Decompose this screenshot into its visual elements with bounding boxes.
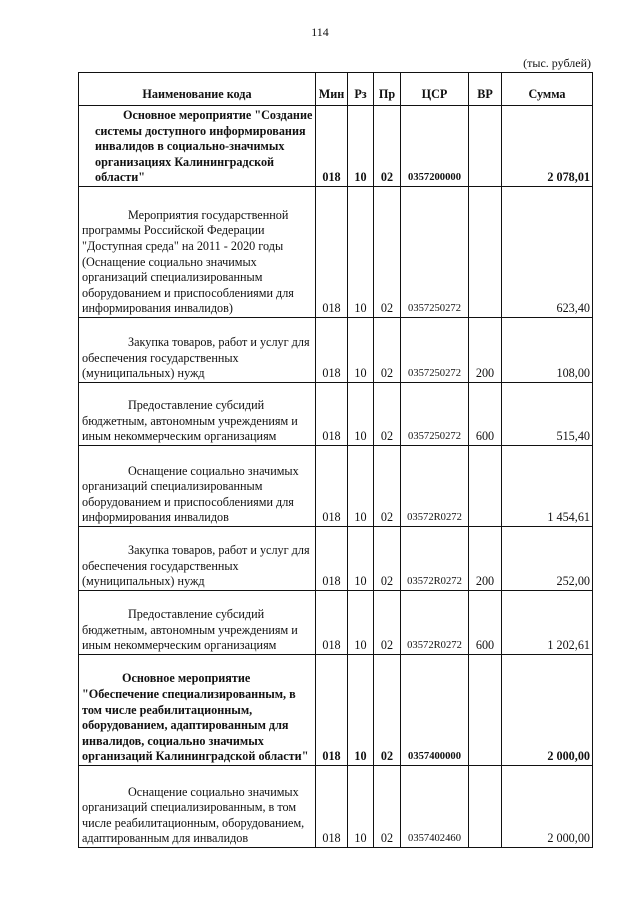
table-header-row [79,73,593,106]
row-name: Основное мероприятие "Обеспечение специализированным, в том числе реабилитационным, оборудованием, адаптированным для инвалидов, социально значимых организаций Калининградской области" [79,655,316,766]
row-csr: 03572R0272 [401,591,469,655]
row-rz: 10 [348,318,374,383]
row-csr: 0357250272 [401,383,469,446]
row-min: 018 [316,187,348,318]
row-rz: 10 [348,106,374,187]
row-sum: 2 000,00 [502,766,593,848]
row-rz: 10 [348,766,374,848]
units-label: (тыс. рублей) [523,56,591,70]
header-vr: ВР [469,73,502,106]
row-vr [469,446,502,527]
row-name: Оснащение социально значимых организаций специализированным оборудованием и приспособлениями для информирования инвалидов [79,446,316,527]
row-csr: 03572R0272 [401,527,469,591]
row-vr: 600 [469,591,502,655]
row-pr: 02 [374,318,401,383]
row-rz: 10 [348,383,374,446]
row-sum: 623,40 [502,187,593,318]
row-sum: 2 000,00 [502,655,593,766]
row-min: 018 [316,383,348,446]
header-pr: Пр [374,73,401,106]
row-min: 018 [316,318,348,383]
header-sum: Сумма [502,73,593,106]
header-min: Мин [316,73,348,106]
row-csr: 0357400000 [401,655,469,766]
header-rz: Рз [348,73,374,106]
row-vr [469,187,502,318]
row-vr [469,106,502,187]
row-min: 018 [316,655,348,766]
row-pr: 02 [374,106,401,187]
table-row [79,187,593,318]
row-pr: 02 [374,446,401,527]
table-row [79,446,593,527]
row-pr: 02 [374,187,401,318]
row-rz: 10 [348,527,374,591]
row-pr: 02 [374,766,401,848]
row-pr: 02 [374,655,401,766]
header-csr: ЦСР [401,73,469,106]
row-sum: 108,00 [502,318,593,383]
row-sum: 515,40 [502,383,593,446]
row-name: Основное мероприятие "Создание системы доступного информирования инвалидов в социально-значимых организациях Калининградской области" [79,106,316,187]
row-name: Предоставление субсидий бюджетным, автономным учреждениям и иным некоммерческим организациям [79,383,316,446]
row-csr: 0357402460 [401,766,469,848]
row-vr: 200 [469,527,502,591]
row-name: Закупка товаров, работ и услуг для обеспечения государственных (муниципальных) нужд [79,527,316,591]
header-name: Наименование кода [79,73,316,106]
row-min: 018 [316,446,348,527]
table-body [79,106,593,848]
row-sum: 252,00 [502,527,593,591]
row-min: 018 [316,106,348,187]
row-pr: 02 [374,591,401,655]
row-name: Предоставление субсидий бюджетным, автономным учреждениям и иным некоммерческим организациям [79,591,316,655]
row-sum: 1 454,61 [502,446,593,527]
table-row [79,766,593,848]
row-csr: 0357250272 [401,318,469,383]
row-rz: 10 [348,655,374,766]
table-row [79,318,593,383]
row-csr: 0357200000 [401,106,469,187]
row-csr: 0357250272 [401,187,469,318]
budget-table [78,72,593,848]
page-number: 114 [311,25,329,39]
table-row [79,591,593,655]
row-sum: 2 078,01 [502,106,593,187]
row-sum: 1 202,61 [502,591,593,655]
row-name: Закупка товаров, работ и услуг для обеспечения государственных (муниципальных) нужд [79,318,316,383]
row-rz: 10 [348,446,374,527]
row-vr: 600 [469,383,502,446]
row-rz: 10 [348,591,374,655]
table-row [79,655,593,766]
row-vr: 200 [469,318,502,383]
row-min: 018 [316,591,348,655]
row-csr: 03572R0272 [401,446,469,527]
row-name: Мероприятия государственной программы Российской Федерации "Доступная среда" на 2011 - 2020 годы (Оснащение социально значимых организаций специализированным оборудованием и приспособлениями для информирования инвалидов) [79,187,316,318]
row-pr: 02 [374,527,401,591]
table-row [79,527,593,591]
row-min: 018 [316,766,348,848]
table-row [79,106,593,187]
row-min: 018 [316,527,348,591]
table-row [79,383,593,446]
row-vr [469,655,502,766]
row-rz: 10 [348,187,374,318]
row-pr: 02 [374,383,401,446]
row-vr [469,766,502,848]
row-name: Оснащение социально значимых организаций специализированным, в том числе реабилитационным, оборудованием, адаптированным для инвалидов [79,766,316,848]
